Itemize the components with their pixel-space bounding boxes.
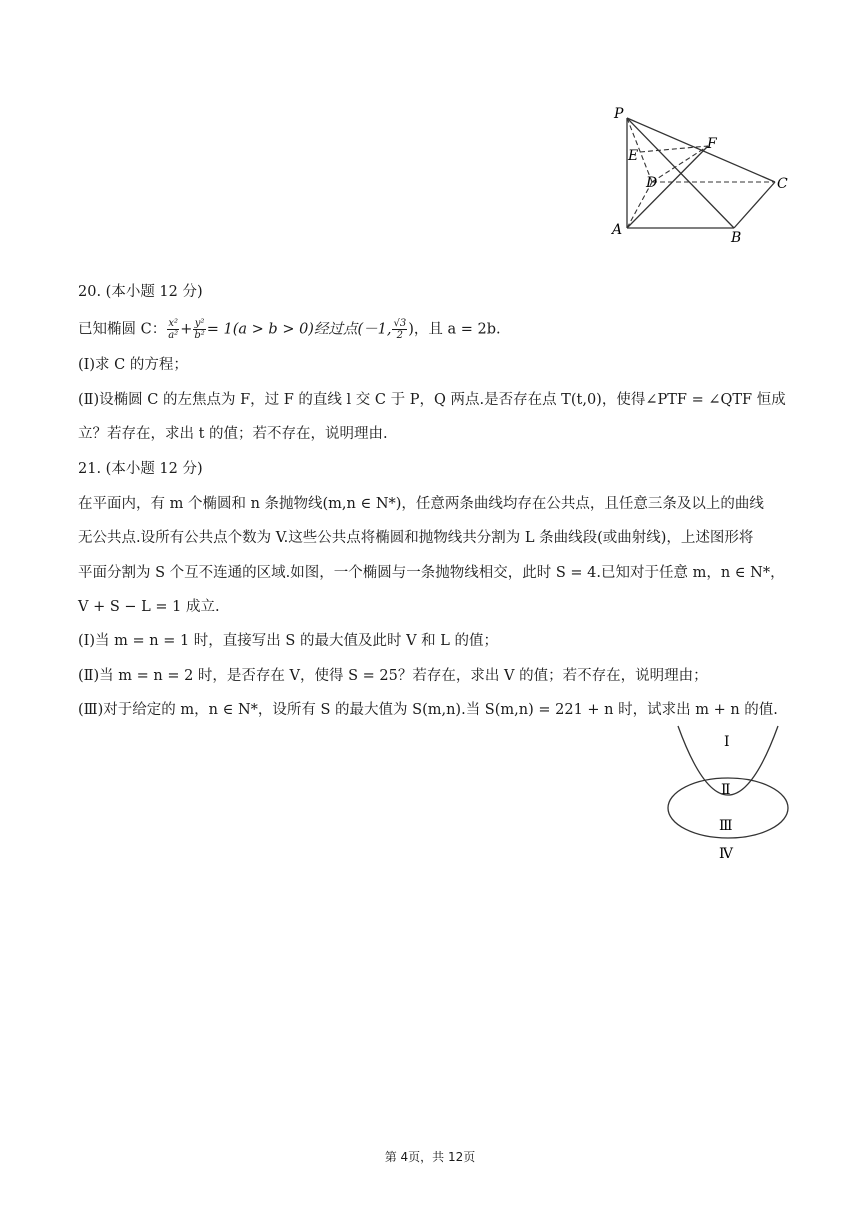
- q21-part3: (Ⅲ)对于给定的 m，n ∈ N*，设所有 S 的最大值为 S(m,n).当 S(m,n) = 221 + n 时，试求出 m + n 的值.: [78, 702, 778, 718]
- label-D: D: [646, 175, 658, 191]
- q20-header: 20. (本小题 12 分): [78, 284, 203, 300]
- page-footer: 第 4页，共 12页: [384, 1150, 476, 1164]
- pyramid-figure: [600, 100, 800, 245]
- q20-stem-suffix: )，且 a = 2b.: [408, 321, 501, 338]
- frac-y-num: y²: [194, 318, 205, 329]
- q20-part2-line2: 立？若存在，求出 t 的值；若不存在，说明理由.: [78, 426, 388, 442]
- frac-point-den: 2: [396, 330, 404, 341]
- label-B: B: [731, 230, 742, 245]
- frac-y-den: b²: [194, 330, 205, 341]
- frac-point: [392, 318, 407, 341]
- label-E: E: [628, 148, 639, 164]
- region-3-label: Ⅲ: [719, 818, 733, 834]
- frac-x: [167, 318, 179, 341]
- eq-rest: = 1(a > b > 0)经过点(－1,: [206, 321, 392, 338]
- q21-line4: V + S − L = 1 成立.: [78, 599, 220, 615]
- q21-part2: (Ⅱ)当 m = n = 2 时，是否存在 V，使得 S = 25？若存在，求出 V 的值；若不存在，说明理由；: [78, 668, 708, 684]
- q21-header: 21. (本小题 12 分): [78, 461, 203, 477]
- label-C: C: [777, 176, 788, 192]
- frac-x-den: a²: [168, 330, 179, 341]
- label-P: P: [614, 106, 624, 122]
- q20-stem-prefix: 已知椭圆 C：: [78, 321, 167, 338]
- eq-plus: +: [180, 321, 193, 338]
- frac-y: [193, 318, 205, 341]
- region-4-label: Ⅳ: [719, 846, 733, 862]
- q21-line2: 无公共点.设所有公共点个数为 V.这些公共点将椭圆和抛物线共分割为 L 条曲线段(或曲射线)，上述图形将: [78, 530, 754, 546]
- q21-line1: 在平面内，有 m 个椭圆和 n 条抛物线(m,n ∈ N*)，任意两条曲线均存在公共点，且任意三条及以上的曲线: [78, 496, 764, 512]
- frac-x-num: x²: [168, 318, 179, 329]
- q21-part1: (Ⅰ)当 m = n = 1 时，直接写出 S 的最大值及此时 V 和 L 的值；: [78, 633, 498, 649]
- q20-part1: (Ⅰ)求 C 的方程；: [78, 357, 188, 373]
- q20-part2-line1: (Ⅱ)设椭圆 C 的左焦点为 F，过 F 的直线 l 交 C 于 P，Q 两点.是否存在点 T(t,0)，使得∠PTF = ∠QTF 恒成: [78, 392, 786, 408]
- q21-line3: 平面分割为 S 个互不连通的区域.如图，一个椭圆与一条抛物线相交，此时 S = 4.已知对于任意 m，n ∈ N*，: [78, 565, 785, 581]
- frac-point-num: √3: [393, 318, 407, 329]
- q20-stem: [78, 318, 501, 341]
- ellipse-parabola-figure: [660, 724, 800, 864]
- label-F: F: [707, 136, 717, 152]
- region-1-label: Ⅰ: [724, 734, 730, 750]
- label-A: A: [612, 222, 623, 238]
- region-2-label: Ⅱ: [721, 782, 731, 798]
